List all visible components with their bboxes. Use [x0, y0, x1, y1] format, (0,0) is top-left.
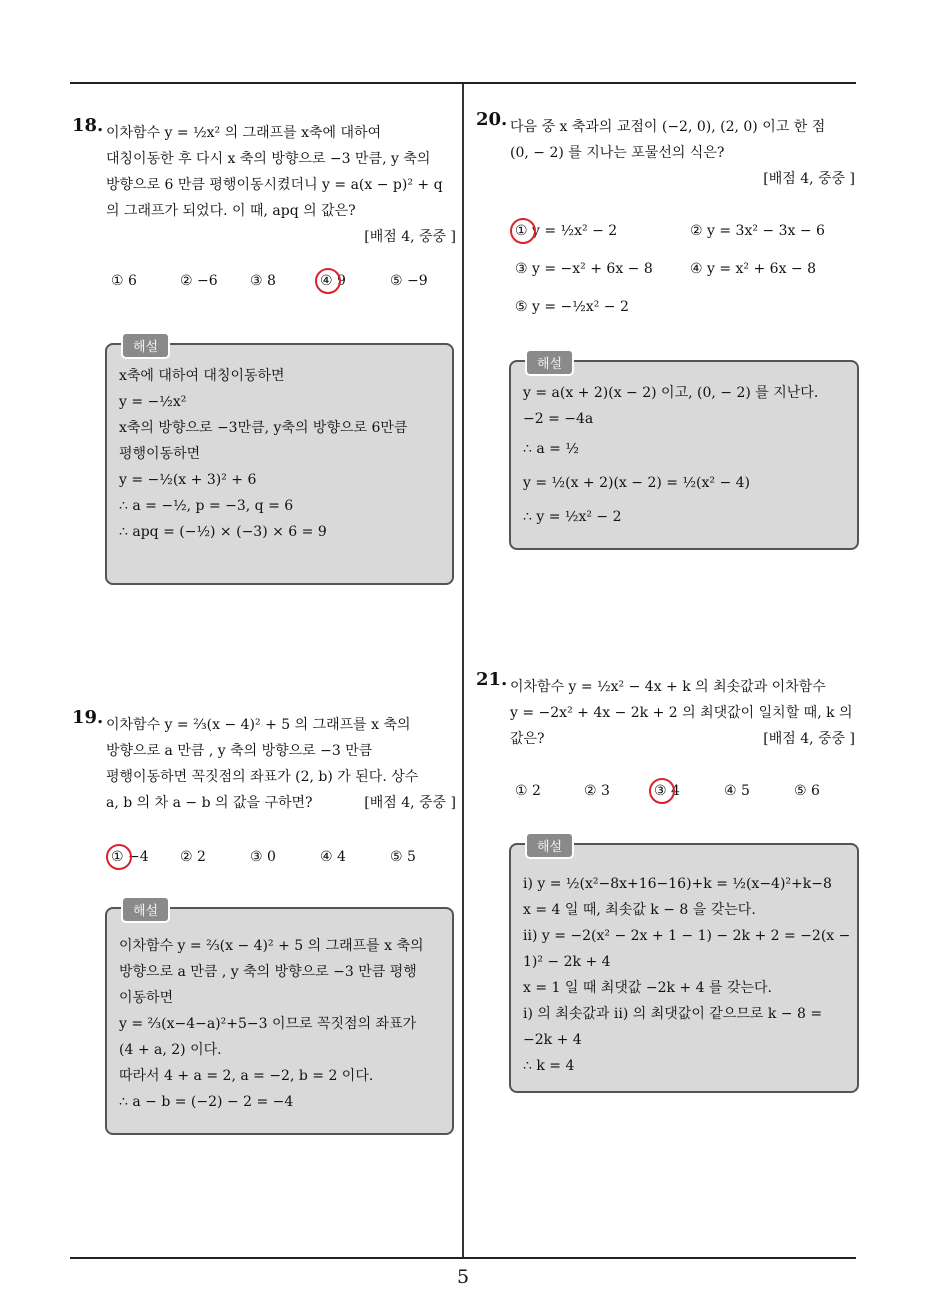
choice-list	[106, 266, 456, 296]
problem-text: 대칭이동한 후 다시 x 축의 방향으로 −3 만큼, y 축의	[106, 151, 431, 167]
solution-line: y = −½x²	[119, 394, 187, 410]
problem-text: 이차함수 y = ½x² 의 그래프를 x축에 대하여	[106, 125, 382, 141]
solution-tag: 해설	[525, 349, 574, 376]
problem-19	[72, 707, 456, 872]
solution-line: (4 + a, 2) 이다.	[119, 1042, 222, 1058]
red-circle-mark	[510, 218, 536, 244]
solution-box-20	[509, 357, 859, 550]
problem-text-part: 값은?	[510, 731, 545, 747]
solution-line: ∴ k = 4	[523, 1058, 575, 1074]
choice-label: ④ 9	[320, 273, 346, 289]
choice-4[interactable]: ④ 5	[724, 783, 750, 799]
choice-list	[510, 776, 855, 806]
choice-1[interactable]: ① 2	[515, 783, 541, 799]
solution-line: y = ⅔(x−4−a)²+5−3 이므로 꼭짓점의 좌표가	[119, 1016, 417, 1032]
solution-line: i) y = ½(x²−8x+16−16)+k = ½(x−4)²+k−8	[523, 876, 832, 892]
problem-number: 19.	[72, 707, 104, 728]
solution-tag: 해설	[525, 832, 574, 859]
page-number: 5	[456, 1266, 470, 1288]
problem-text: 방향으로 a 만큼 , y 축의 방향으로 −3 만큼	[106, 743, 373, 759]
choice-3[interactable]: ③ y = −x² + 6x − 8	[515, 261, 653, 277]
problem-text: (0, − 2) 를 지나는 포물선의 식은?	[510, 145, 725, 161]
choice-5[interactable]: ⑤ y = −½x² − 2	[515, 299, 629, 315]
solution-line: x = 4 일 때, 최솟값 k − 8 을 갖는다.	[523, 902, 756, 918]
problem-18	[72, 115, 456, 296]
solution-line: −2k + 4	[523, 1032, 582, 1048]
problem-text: 다음 중 x 축과의 교점이 (−2, 0), (2, 0) 이고 한 점	[510, 119, 826, 135]
choice-3[interactable]	[654, 776, 680, 806]
problem-text	[106, 790, 456, 816]
choice-4[interactable]	[320, 266, 346, 296]
score-meta: [배점 4, 중중 ]	[364, 229, 456, 245]
solution-box-18	[105, 340, 454, 585]
solution-line: ∴ y = ½x² − 2	[523, 509, 622, 525]
score-meta: [배점 4, 중중 ]	[763, 731, 855, 747]
problem-number: 20.	[476, 109, 508, 130]
choice-list	[106, 842, 456, 872]
problem-text	[510, 726, 855, 752]
problem-number: 18.	[72, 115, 104, 136]
choice-label: ① −4	[111, 849, 149, 865]
solution-body	[119, 363, 407, 545]
problem-number: 21.	[476, 669, 508, 690]
solution-line: 1)² − 2k + 4	[523, 954, 611, 970]
solution-box-21	[509, 840, 859, 1093]
solution-tag: 해설	[121, 896, 170, 923]
choice-3[interactable]: ③ 0	[250, 849, 276, 865]
red-circle-mark	[106, 844, 132, 870]
solution-line: 평행이동하면	[119, 446, 201, 462]
red-circle-mark	[315, 268, 341, 294]
choice-5[interactable]: ⑤ 6	[794, 783, 820, 799]
score-meta: [배점 4, 중중 ]	[763, 171, 855, 187]
solution-line: ii) y = −2(x² − 2x + 1 − 1) − 2k + 2 = −2(x −	[523, 928, 851, 944]
solution-body	[119, 933, 424, 1115]
choice-label: ③ 4	[654, 783, 680, 799]
solution-body	[523, 871, 850, 1079]
red-circle-mark	[649, 778, 675, 804]
choice-1[interactable]	[111, 842, 149, 872]
choice-5[interactable]: ⑤ 5	[390, 849, 416, 865]
choice-2[interactable]: ② −6	[180, 273, 218, 289]
choice-2[interactable]: ② y = 3x² − 3x − 6	[690, 223, 825, 239]
choice-1[interactable]	[515, 212, 617, 250]
problem-20	[476, 109, 855, 332]
solution-line: y = a(x + 2)(x − 2) 이고, (0, − 2) 를 지난다.	[523, 385, 819, 401]
solution-line: y = ½(x + 2)(x − 2) = ½(x² − 4)	[523, 475, 750, 491]
solution-line: x축의 방향으로 −3만큼, y축의 방향으로 6만큼	[119, 420, 408, 436]
choice-4[interactable]: ④ y = x² + 6x − 8	[690, 261, 817, 277]
solution-box-19	[105, 904, 454, 1135]
solution-line: ∴ a = −½, p = −3, q = 6	[119, 498, 294, 514]
choice-list	[510, 212, 855, 332]
solution-body	[523, 380, 818, 534]
problem-21	[476, 669, 855, 806]
solution-line: 따라서 4 + a = 2, a = −2, b = 2 이다.	[119, 1068, 374, 1084]
choice-1[interactable]: ① 6	[111, 273, 137, 289]
problem-text-part: a, b 의 차 a − b 의 값을 구하면?	[106, 795, 313, 811]
choice-4[interactable]: ④ 4	[320, 849, 346, 865]
problem-text: 의 그래프가 되었다. 이 때, apq 의 값은?	[106, 203, 356, 219]
solution-line: −2 = −4a	[523, 411, 594, 427]
solution-line: x축에 대하여 대칭이동하면	[119, 368, 285, 384]
choice-2[interactable]: ② 3	[584, 783, 610, 799]
solution-line: ∴ a − b = (−2) − 2 = −4	[119, 1094, 294, 1110]
problem-text: 이차함수 y = ½x² − 4x + k 의 최솟값과 이차함수	[510, 679, 826, 695]
solution-tag: 해설	[121, 332, 170, 359]
solution-line: i) 의 최솟값과 ii) 의 최댓값이 같으므로 k − 8 =	[523, 1006, 823, 1022]
problem-text: 이차함수 y = ⅔(x − 4)² + 5 의 그래프를 x 축의	[106, 717, 411, 733]
solution-line: 이동하면	[119, 990, 174, 1006]
problem-text: 방향으로 6 만큼 평행이동시켰더니 y = a(x − p)² + q	[106, 177, 443, 193]
choice-3[interactable]: ③ 8	[250, 273, 276, 289]
solution-line: x = 1 일 때 최댓값 −2k + 4 를 갖는다.	[523, 980, 772, 996]
solution-line: ∴ apq = (−½) × (−3) × 6 = 9	[119, 524, 327, 540]
solution-line: y = −½(x + 3)² + 6	[119, 472, 257, 488]
problem-text: y = −2x² + 4x − 2k + 2 의 최댓값이 일치할 때, k 의	[510, 705, 853, 721]
solution-line: ∴ a = ½	[523, 441, 579, 457]
choice-5[interactable]: ⑤ −9	[390, 273, 428, 289]
column-divider	[462, 84, 464, 1257]
choice-2[interactable]: ② 2	[180, 849, 206, 865]
score-meta: [배점 4, 중중 ]	[364, 795, 456, 811]
bottom-rule	[70, 1257, 856, 1259]
solution-line: 이차함수 y = ⅔(x − 4)² + 5 의 그래프를 x 축의	[119, 938, 424, 954]
solution-line: 방향으로 a 만큼 , y 축의 방향으로 −3 만큼 평행	[119, 964, 417, 980]
choice-label: ① y = ½x² − 2	[515, 223, 618, 239]
problem-text: 평행이동하면 꼭짓점의 좌표가 (2, b) 가 된다. 상수	[106, 769, 419, 785]
